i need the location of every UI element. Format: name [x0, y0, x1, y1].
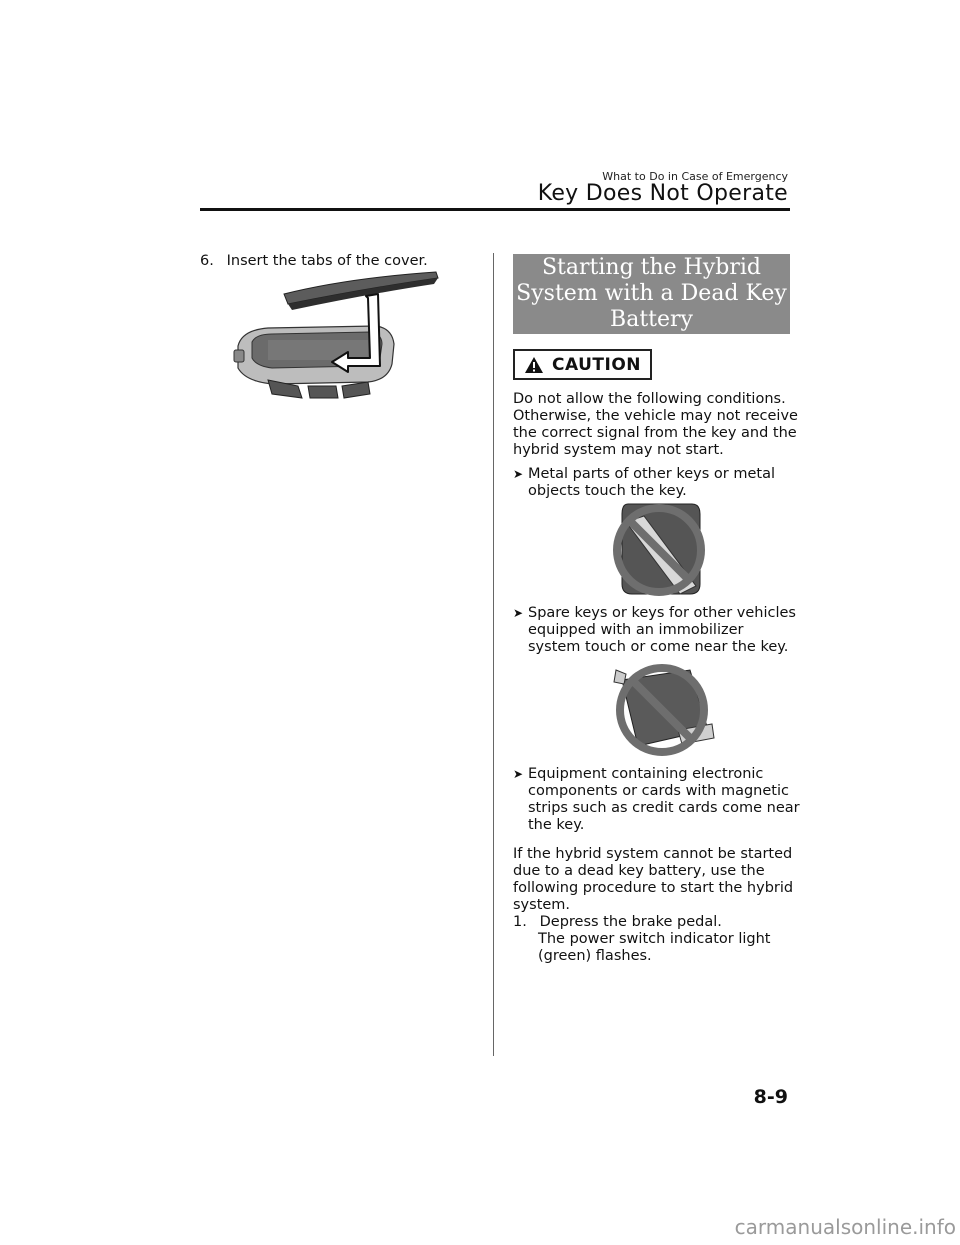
- section-heading-line-2: System with a Dead Key: [516, 281, 787, 306]
- bullet-item-1: [513, 466, 775, 499]
- section-heading-line-3: Battery: [610, 307, 693, 332]
- caution-badge: [513, 349, 652, 380]
- caution-line: hybrid system may not start.: [513, 442, 724, 458]
- bullet-line: Spare keys or keys for other vehicles: [528, 605, 796, 621]
- column-divider: [493, 253, 494, 1056]
- bullet-item-3: [513, 766, 800, 833]
- bullet-line: objects touch the key.: [528, 483, 687, 499]
- step-text: Depress the brake pedal.: [539, 914, 722, 930]
- warning-triangle-icon: [524, 356, 544, 374]
- bullet-arrow-icon: ➤: [513, 606, 524, 620]
- bullet-line: Equipment containing electronic: [528, 766, 764, 782]
- step-text: Insert the tabs of the cover.: [226, 253, 428, 269]
- bullet-item-2: [513, 605, 796, 655]
- chapter-label: What to Do in Case of Emergency: [602, 170, 788, 183]
- step-1-detail: [538, 931, 770, 965]
- bullet-line: strips such as credit cards come near: [528, 800, 800, 816]
- step-detail-line: The power switch indicator light: [538, 931, 771, 947]
- procedure-intro: [513, 846, 793, 914]
- caution-paragraph: [513, 391, 798, 459]
- caution-line: Otherwise, the vehicle may not receive: [513, 408, 798, 424]
- step-number: 6.: [200, 253, 214, 269]
- bullet-line: equipped with an immobilizer: [528, 622, 744, 638]
- spare-keys-prohibition-illustration: [608, 660, 716, 758]
- procedure-line: due to a dead key battery, use the: [513, 863, 765, 879]
- bullet-line: Metal parts of other keys or metal: [528, 466, 775, 482]
- procedure-line: system.: [513, 897, 571, 913]
- caution-line: the correct signal from the key and the: [513, 425, 797, 441]
- page-number: 8-9: [753, 1086, 788, 1108]
- metal-objects-prohibition-illustration: [606, 502, 712, 598]
- procedure-line: following procedure to start the hybrid: [513, 880, 794, 896]
- section-title: Key Does Not Operate: [537, 181, 788, 206]
- step-number: 1.: [513, 914, 527, 930]
- bullet-line: system touch or come near the key.: [528, 639, 789, 655]
- caution-line: Do not allow the following conditions.: [513, 391, 786, 407]
- bullet-text: [528, 605, 796, 656]
- bullet-text: [528, 766, 800, 834]
- section-heading-line-1: Starting the Hybrid: [541, 255, 762, 280]
- watermark: carmanualsonline.info: [734, 1215, 956, 1239]
- bullet-line: components or cards with magnetic: [528, 783, 789, 799]
- step-detail-line: (green) flashes.: [538, 948, 652, 964]
- bullet-arrow-icon: ➤: [513, 767, 524, 781]
- caution-label: CAUTION: [551, 354, 641, 375]
- bullet-line: the key.: [528, 817, 585, 833]
- bullet-arrow-icon: ➤: [513, 467, 524, 481]
- bullet-text: [528, 466, 775, 500]
- section-heading-box: [513, 254, 790, 334]
- step-1: [513, 914, 722, 931]
- procedure-line: If the hybrid system cannot be started: [513, 846, 793, 862]
- key-cover-illustration: [228, 268, 444, 408]
- header-rule: [200, 208, 790, 211]
